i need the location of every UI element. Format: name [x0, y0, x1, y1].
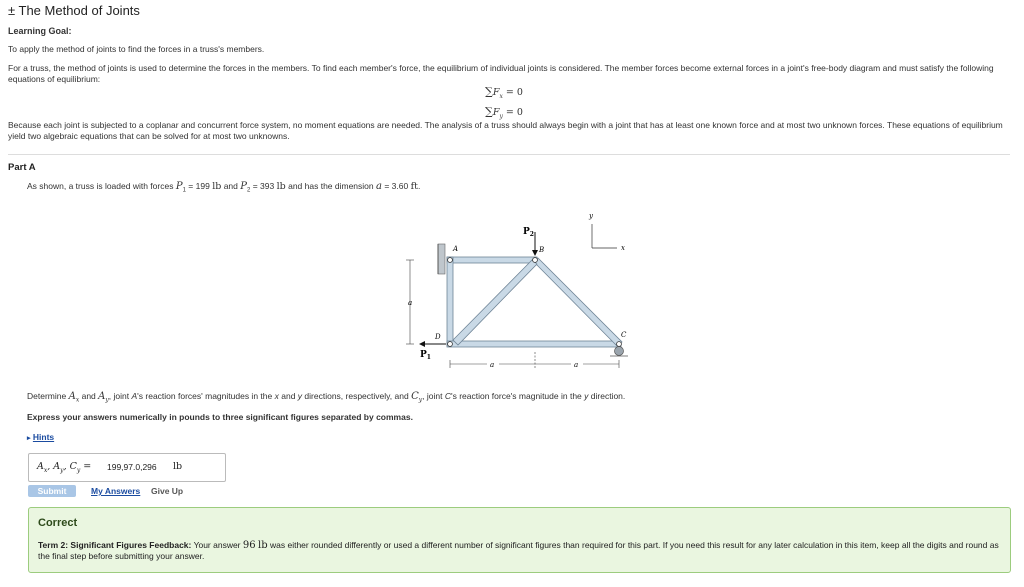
- submit-button[interactable]: Submit: [28, 485, 76, 497]
- equation-sum-fy: $\sum F_y = 0$: [485, 105, 523, 120]
- answer-input[interactable]: 199,97.0,296: [107, 462, 157, 472]
- method-description: For a truss, the method of joints is used to determine the forces in the members. To find each member's force, the equilibrium of individual joints is considered. The member forces become external forces in a joint's free-body diagram and must satisfy the following equations of equilibrium:: [8, 63, 994, 84]
- label-a-h1: a: [490, 361, 495, 369]
- member-ad: [447, 257, 453, 346]
- answer-box[interactable]: [28, 453, 226, 482]
- give-up-button[interactable]: Give Up: [151, 486, 184, 496]
- instructions: Express your answers numerically in pounds to three significant figures separated by commas.: [27, 412, 413, 422]
- joint-analysis-text: Because each joint is subjected to a coplanar and concurrent force system, no moment equations are needed. The analysis of a truss should always begin with a joint that has at least one known force and at most two unknown forces. These equations of equilibrium yield two algebraic equations that can be solved for at most two unknowns.: [8, 120, 1003, 141]
- learning-goal-text: To apply the method of joints to find the forces in a truss's members.: [8, 44, 265, 54]
- truss-members: [447, 257, 622, 347]
- hints-toggle[interactable]: [27, 432, 54, 442]
- label-a-vertical: a: [408, 299, 413, 307]
- joint-a: [448, 258, 453, 263]
- label-p1: $P_1$: [420, 350, 431, 361]
- member-ab: [447, 257, 537, 263]
- member-bd: [453, 260, 537, 345]
- roller-c: [615, 347, 624, 356]
- feedback-panel: [28, 507, 1011, 573]
- hints-link[interactable]: Hints: [32, 432, 55, 442]
- section-divider: [8, 154, 1010, 155]
- label-d: D: [435, 333, 441, 341]
- wall-support-a: [438, 244, 445, 274]
- label-c: C: [621, 331, 627, 339]
- label-x-axis: x: [621, 244, 625, 252]
- member-dc: [447, 341, 621, 347]
- equation-sum-fx: $\sum F_x = 0$: [485, 85, 523, 100]
- answer-unit: lb: [173, 461, 183, 472]
- label-a: A: [453, 245, 459, 253]
- unit-lb-2: lb: [276, 181, 286, 192]
- member-bc: [533, 258, 622, 346]
- feedback-text: Term 2: Significant Figures Feedback: Your answer 96 lb was either rounded differently or used a different number of significant figures than required for this part. If you need this result for any later calculation in this item, keep all the digits and round as the final step before submitting your answer.: [38, 540, 999, 561]
- label-y-axis: y: [589, 212, 593, 220]
- determine-question: Determine $A_x$ and $A_y$, joint A's reaction forces' magnitudes in the x and y directions, respectively, and $C_y$, joint C's reaction force's magnitude in the y direction.: [27, 391, 626, 404]
- part-a-heading: Part A: [8, 162, 36, 173]
- joint-b: [533, 258, 538, 263]
- label-a-h2: a: [574, 361, 579, 369]
- label-p2: $P_2$: [523, 227, 534, 238]
- caret-right-icon: ▸: [27, 435, 31, 442]
- feedback-heading: Correct: [38, 517, 78, 529]
- my-answers-link[interactable]: My Answers: [91, 486, 141, 496]
- answer-label: $A_x$, $A_y$, $C_y$ =: [37, 461, 92, 474]
- page-title: ± The Method of Joints: [8, 3, 140, 18]
- learning-goal-heading: Learning Goal:: [8, 26, 72, 36]
- label-b: B: [539, 246, 545, 254]
- problem-statement: As shown, a truss is loaded with forces $P_1 = 199$ lb and $P_2 = 393$ lb and has the dimension a = 3.60 ft.: [27, 181, 421, 194]
- truss-figure: [395, 208, 645, 373]
- joint-c: [617, 342, 622, 347]
- joint-d: [448, 342, 453, 347]
